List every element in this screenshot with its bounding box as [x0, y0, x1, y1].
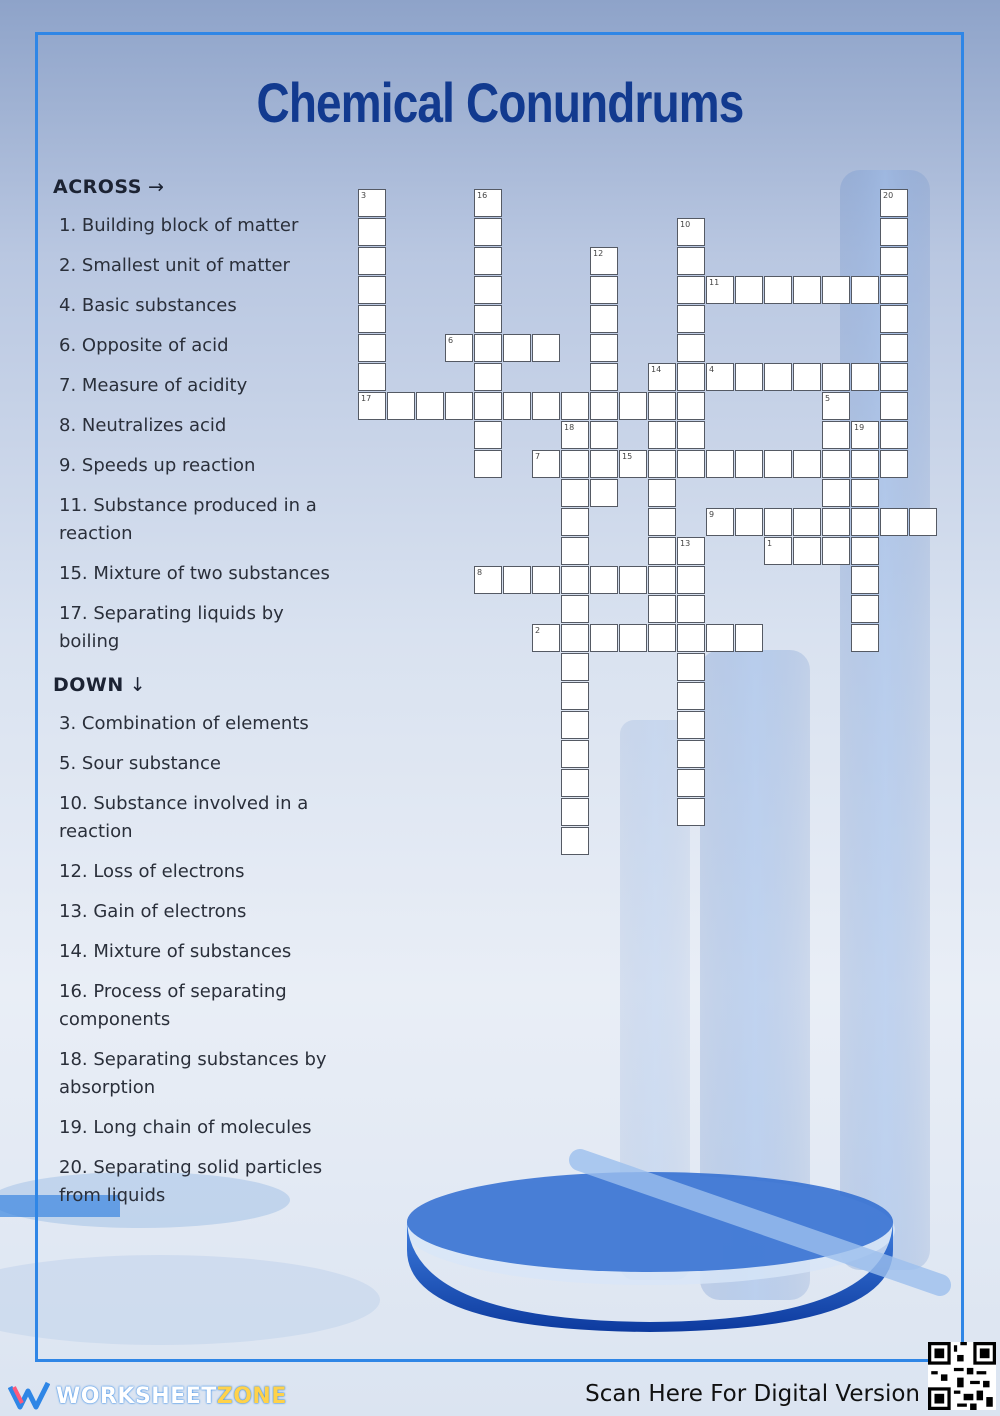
crossword-cell[interactable]: [358, 247, 386, 275]
clue-number: 7: [535, 452, 541, 461]
crossword-cell[interactable]: [880, 392, 908, 420]
crossword-cell[interactable]: [677, 682, 705, 710]
clue-number: 14: [651, 365, 662, 374]
clue-number: 2: [535, 626, 541, 635]
crossword-cell[interactable]: [706, 624, 734, 652]
clue-across: 8. Neutralizes acid: [59, 415, 227, 436]
crossword-cell[interactable]: [677, 247, 705, 275]
crossword-cell[interactable]: [590, 566, 618, 594]
crossword-cell[interactable]: [474, 363, 502, 391]
crossword-cell[interactable]: [474, 450, 502, 478]
crossword-cell[interactable]: [648, 450, 676, 478]
across-heading: ACROSS →: [53, 176, 165, 198]
worksheetzone-logo: WORKSHEETZONE: [8, 1380, 287, 1412]
crossword-cell[interactable]: [793, 450, 821, 478]
crossword-cell[interactable]: [677, 653, 705, 681]
crossword-cell[interactable]: [822, 450, 850, 478]
crossword-cell[interactable]: [677, 740, 705, 768]
crossword-cell[interactable]: [474, 305, 502, 333]
down-heading: DOWN ↓: [53, 674, 147, 696]
crossword-cell[interactable]: [880, 421, 908, 449]
crossword-cell[interactable]: [561, 595, 589, 623]
crossword-cell[interactable]: [793, 537, 821, 565]
clue-down: 19. Long chain of molecules: [59, 1117, 312, 1138]
clue-down: 20. Separating solid particles from liquids: [59, 1157, 323, 1206]
crossword-cell[interactable]: [561, 479, 589, 507]
crossword-cell[interactable]: [503, 566, 531, 594]
crossword-cell[interactable]: [677, 276, 705, 304]
crossword-cell[interactable]: [619, 624, 647, 652]
clue-down: 12. Loss of electrons: [59, 861, 245, 882]
crossword-cell[interactable]: [590, 363, 618, 391]
crossword-cell[interactable]: [677, 421, 705, 449]
clue-down: 16. Process of separating components: [59, 981, 287, 1030]
page-title: Chemical Conundrums: [256, 71, 744, 134]
crossword-cell[interactable]: [822, 508, 850, 536]
crossword-cell[interactable]: [474, 247, 502, 275]
clue-number: 11: [709, 278, 720, 287]
clue-across: 11. Substance produced in a reaction: [59, 495, 317, 544]
crossword-cell[interactable]: [503, 334, 531, 362]
crossword-cell[interactable]: [909, 508, 937, 536]
crossword-cell[interactable]: [677, 566, 705, 594]
scan-caption: Scan Here For Digital Version: [585, 1381, 920, 1407]
crossword-cell[interactable]: [561, 682, 589, 710]
crossword-cell[interactable]: [648, 421, 676, 449]
crossword-cell[interactable]: [851, 537, 879, 565]
crossword-cell[interactable]: [880, 305, 908, 333]
crossword-cell[interactable]: [677, 305, 705, 333]
crossword-cell[interactable]: [880, 363, 908, 391]
crossword-cell[interactable]: [503, 392, 531, 420]
crossword-cell[interactable]: [561, 740, 589, 768]
crossword-cell[interactable]: [561, 537, 589, 565]
crossword-cell[interactable]: [677, 769, 705, 797]
clue-down: 3. Combination of elements: [59, 713, 309, 734]
crossword-cell[interactable]: [590, 276, 618, 304]
crossword-cell[interactable]: [387, 392, 415, 420]
crossword-cell[interactable]: [735, 363, 763, 391]
crossword-cell[interactable]: [561, 827, 589, 855]
clue-number: 20: [883, 191, 894, 200]
crossword-cell[interactable]: [793, 276, 821, 304]
crossword-cell[interactable]: [648, 537, 676, 565]
crossword-cell[interactable]: [735, 276, 763, 304]
crossword-cell[interactable]: [677, 595, 705, 623]
clue-down: 10. Substance involved in a reaction: [59, 793, 309, 842]
crossword-cell[interactable]: [561, 508, 589, 536]
crossword-cell[interactable]: [590, 450, 618, 478]
clue-number: 3: [361, 191, 367, 200]
clue-number: 16: [477, 191, 488, 200]
crossword-cell[interactable]: [677, 450, 705, 478]
crossword-cell[interactable]: [764, 508, 792, 536]
crossword-cell[interactable]: [851, 624, 879, 652]
crossword-cell[interactable]: [880, 508, 908, 536]
crossword-cell[interactable]: [880, 218, 908, 246]
crossword-cell[interactable]: [822, 276, 850, 304]
crossword-cell[interactable]: [735, 624, 763, 652]
crossword-cell[interactable]: [764, 276, 792, 304]
crossword-cell[interactable]: [648, 566, 676, 594]
crossword-cell[interactable]: [561, 653, 589, 681]
clue-number: 6: [448, 336, 454, 345]
clue-across: 7. Measure of acidity: [59, 375, 248, 396]
crossword-cell[interactable]: [561, 450, 589, 478]
qr-code-icon[interactable]: [928, 1342, 996, 1410]
clue-number: 15: [622, 452, 633, 461]
crossword-cell[interactable]: [677, 711, 705, 739]
crossword-cell[interactable]: [880, 247, 908, 275]
crossword-cell[interactable]: [358, 276, 386, 304]
crossword-cell[interactable]: [648, 392, 676, 420]
crossword-cell[interactable]: [474, 276, 502, 304]
crossword-cell[interactable]: [677, 363, 705, 391]
clue-number: 4: [709, 365, 715, 374]
crossword-cell[interactable]: [677, 798, 705, 826]
clue-number: 12: [593, 249, 604, 258]
crossword-cell[interactable]: [880, 334, 908, 362]
crossword-cell[interactable]: [590, 421, 618, 449]
crossword-cell[interactable]: [706, 450, 734, 478]
clue-number: 9: [709, 510, 715, 519]
clue-across: 17. Separating liquids by boiling: [59, 603, 284, 652]
clue-down: 5. Sour substance: [59, 753, 221, 774]
clue-down: 13. Gain of electrons: [59, 901, 247, 922]
crossword-cell[interactable]: [590, 305, 618, 333]
crossword-cell[interactable]: [358, 334, 386, 362]
crossword-cell[interactable]: [445, 392, 473, 420]
crossword-cell[interactable]: [532, 566, 560, 594]
clue-number: 10: [680, 220, 691, 229]
crossword-cell[interactable]: [619, 392, 647, 420]
down-arrow-icon: ↓: [129, 674, 147, 696]
crossword-cell[interactable]: [358, 218, 386, 246]
crossword-cell[interactable]: [561, 392, 589, 420]
crossword-cell[interactable]: [851, 566, 879, 594]
crossword-cell[interactable]: [735, 450, 763, 478]
crossword-cell[interactable]: [677, 624, 705, 652]
crossword-cell[interactable]: [561, 769, 589, 797]
crossword-cell[interactable]: [590, 334, 618, 362]
crossword-cell[interactable]: [532, 334, 560, 362]
clue-number: 8: [477, 568, 483, 577]
clue-number: 19: [854, 423, 865, 432]
crossword-cell[interactable]: [851, 450, 879, 478]
clue-number: 18: [564, 423, 575, 432]
crossword-cell[interactable]: [474, 334, 502, 362]
crossword-cell[interactable]: [474, 421, 502, 449]
crossword-cell[interactable]: [590, 624, 618, 652]
crossword-cell[interactable]: [851, 595, 879, 623]
clue-across: 9. Speeds up reaction: [59, 455, 256, 476]
crossword-cell[interactable]: [822, 363, 850, 391]
crossword-cell[interactable]: [764, 363, 792, 391]
clue-across: 4. Basic substances: [59, 295, 237, 316]
crossword-cell[interactable]: [474, 392, 502, 420]
crossword-cell[interactable]: [561, 566, 589, 594]
crossword-cell[interactable]: [416, 392, 444, 420]
crossword-cell[interactable]: [648, 479, 676, 507]
crossword-cell[interactable]: [851, 508, 879, 536]
clue-across: 15. Mixture of two substances: [59, 563, 330, 584]
crossword-cell[interactable]: [532, 392, 560, 420]
clue-across: 6. Opposite of acid: [59, 335, 229, 356]
crossword-cell[interactable]: [590, 479, 618, 507]
crossword-cell[interactable]: [880, 450, 908, 478]
crossword-cell[interactable]: [474, 218, 502, 246]
crossword-cell[interactable]: [851, 363, 879, 391]
crossword-cell[interactable]: [590, 392, 618, 420]
clue-number: 13: [680, 539, 691, 548]
crossword-cell[interactable]: [793, 508, 821, 536]
crossword-cell[interactable]: [619, 566, 647, 594]
crossword-cell[interactable]: [880, 276, 908, 304]
right-arrow-icon: →: [147, 176, 165, 198]
clue-across: 2. Smallest unit of matter: [59, 255, 290, 276]
crossword-cell[interactable]: [822, 537, 850, 565]
crossword-cell[interactable]: [561, 798, 589, 826]
clue-number: 17: [361, 394, 372, 403]
logo-check-icon: [8, 1381, 50, 1411]
crossword-cell[interactable]: [358, 363, 386, 391]
crossword-cell[interactable]: [851, 479, 879, 507]
clue-down: 14. Mixture of substances: [59, 941, 292, 962]
crossword-cell[interactable]: [358, 305, 386, 333]
crossword-cell[interactable]: [561, 711, 589, 739]
clue-down: 18. Separating substances by absorption: [59, 1049, 327, 1098]
crossword-cell[interactable]: [822, 479, 850, 507]
crossword-cell[interactable]: [561, 624, 589, 652]
crossword-cell[interactable]: [648, 508, 676, 536]
crossword-cell[interactable]: [822, 421, 850, 449]
crossword-cell[interactable]: [793, 363, 821, 391]
crossword-cell[interactable]: [648, 595, 676, 623]
crossword-cell[interactable]: [677, 334, 705, 362]
clue-number: 5: [825, 394, 831, 403]
crossword-cell[interactable]: [735, 508, 763, 536]
clue-across: 1. Building block of matter: [59, 215, 299, 236]
crossword-cell[interactable]: [648, 624, 676, 652]
crossword-cell[interactable]: [851, 276, 879, 304]
clue-number: 1: [767, 539, 773, 548]
crossword-cell[interactable]: [764, 450, 792, 478]
crossword-cell[interactable]: [677, 392, 705, 420]
